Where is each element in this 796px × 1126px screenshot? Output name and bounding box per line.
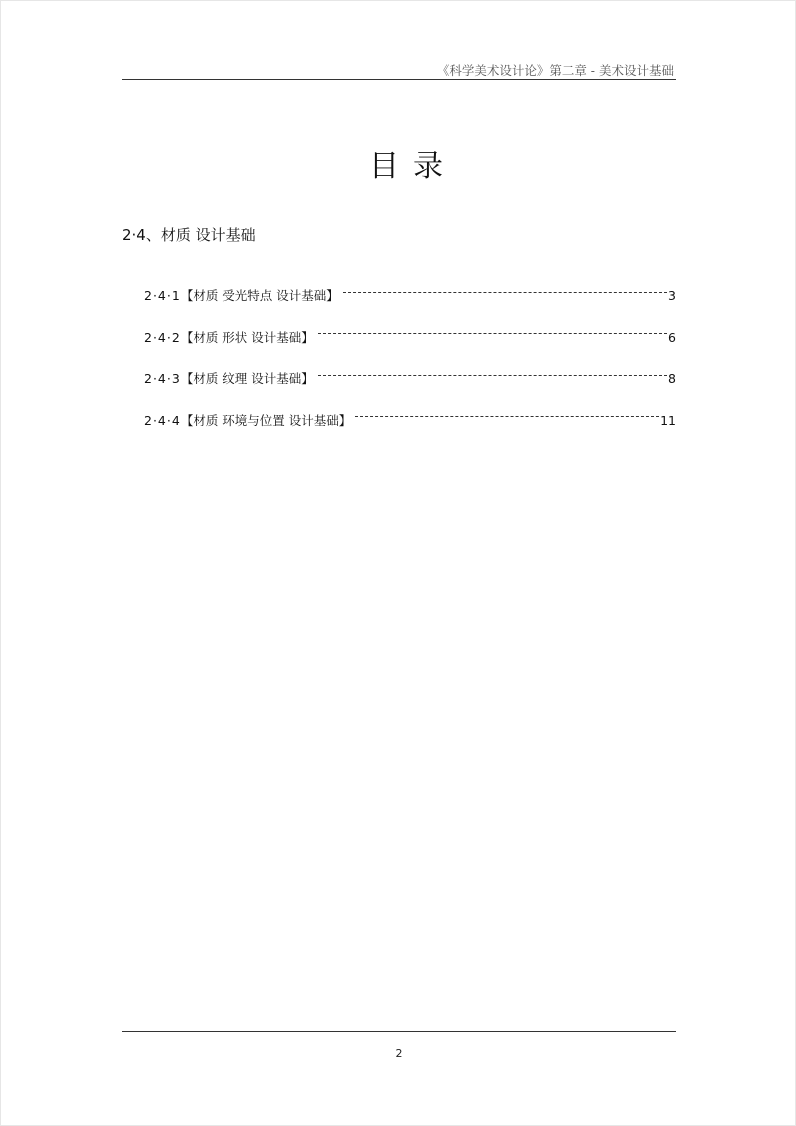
toc-entry-number: 2·4·2 [144,329,181,345]
section-heading: 2·4、材质 设计基础 [122,226,256,244]
header-divider [122,79,676,80]
toc-entry-label: 【材质 纹理 设计基础】 [180,371,314,386]
toc-entry-number: 2·4·3 [144,371,181,386]
toc-entry-page: 6 [668,329,676,345]
toc-entry-number: 2·4·4 [144,412,181,428]
toc-title: 目录 [369,149,457,184]
footer-divider [122,1031,676,1032]
toc-entry-page: 8 [668,371,676,386]
page-number: 2 [395,1047,403,1060]
toc-entry-label: 【材质 形状 设计基础】 [180,329,314,345]
toc-dot-leader [343,292,667,293]
toc-entry[interactable] [144,411,676,431]
toc-dot-leader [318,333,667,334]
toc-entry-label: 【材质 受光特点 设计基础】 [180,288,339,303]
toc-entry-page: 3 [668,288,676,303]
toc-list [144,286,676,452]
toc-entry[interactable] [144,369,676,389]
running-header: 《科学美术设计论》第二章 - 美术设计基础 [436,63,674,78]
toc-entry-page: 11 [660,412,676,428]
toc-entry-number: 2·4·1 [144,288,181,303]
toc-dot-leader [355,416,659,417]
toc-entry[interactable] [144,286,676,306]
toc-dot-leader [318,375,667,376]
toc-entry-label: 【材质 环境与位置 设计基础】 [180,412,352,428]
toc-entry[interactable] [144,328,676,348]
